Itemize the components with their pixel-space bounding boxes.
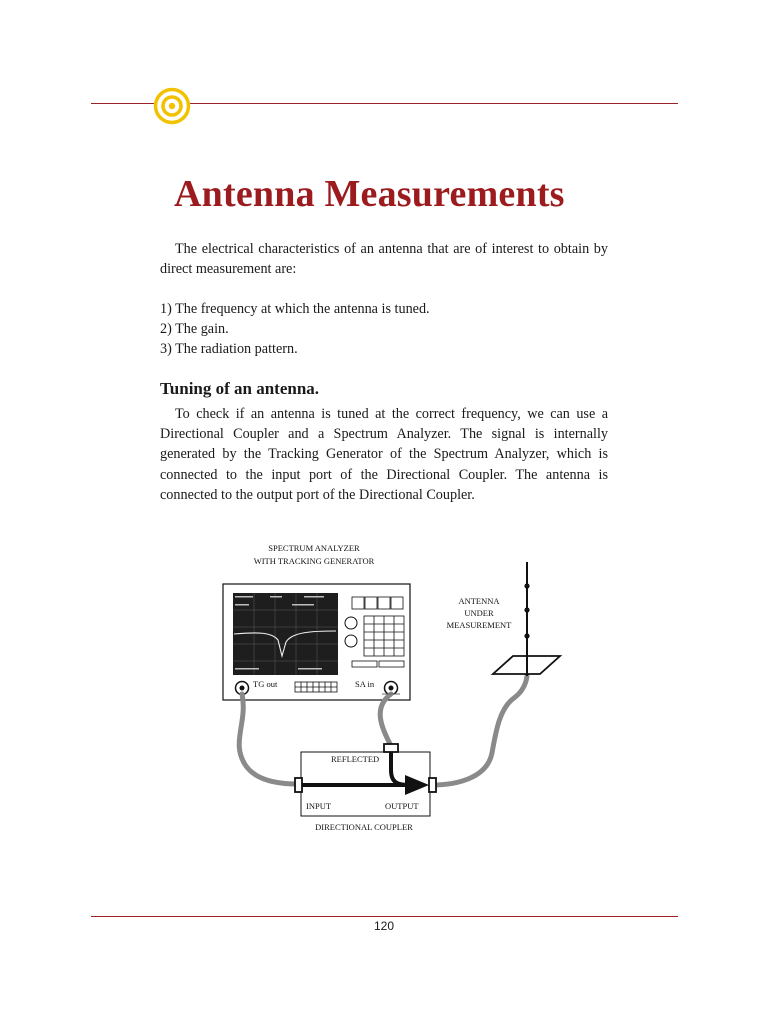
directional-coupler [295,744,436,816]
list-item: 2) The gain. [160,321,229,338]
output-label: OUTPUT [385,801,419,811]
analyzer-label: SPECTRUM ANALYZER [268,543,360,553]
footer-rule [91,916,678,917]
spectrum-analyzer [223,584,410,700]
section-heading: Tuning of an antenna. [160,379,320,398]
target-icon [153,87,191,125]
coupler-label: DIRECTIONAL COUPLER [315,822,413,832]
antenna-label: UNDER [464,608,494,618]
input-label: INPUT [306,801,332,811]
characteristics-list [160,299,608,360]
antenna-label: MEASUREMENT [446,620,512,630]
measurement-setup-diagram [222,538,566,838]
knob-icon [345,635,357,647]
knob-icon [345,617,357,629]
analyzer-screen [233,593,338,675]
tg-out-label: TG out [253,679,278,689]
antenna-icon [493,562,560,676]
page-title: Antenna Measurements [174,173,565,215]
reflected-label: REFLECTED [331,754,380,764]
page-number: 120 [373,919,395,933]
analyzer-label: WITH TRACKING GENERATOR [253,556,375,566]
sa-in-label: SA in [355,679,375,689]
list-item: 1) The frequency at which the antenna is tuned. [160,301,430,317]
antenna-label: ANTENNA [458,596,500,606]
list-item: 3) The radiation pattern. [160,341,298,358]
intro-paragraph: The electrical characteristics of an antenna that are of interest to obtain by direct measurement are: [160,241,608,278]
tuning-paragraph: To check if an antenna is tuned at the correct frequency, we can use a Directional Coupler and a Spectrum Analyzer. The signal is internally generated by the Tracking Generator of the Spectrum Analyzer, which is connected to the input port of the Directional Coupler. The antenna is connected to the output port of the Directional Coupler. [160,406,608,503]
